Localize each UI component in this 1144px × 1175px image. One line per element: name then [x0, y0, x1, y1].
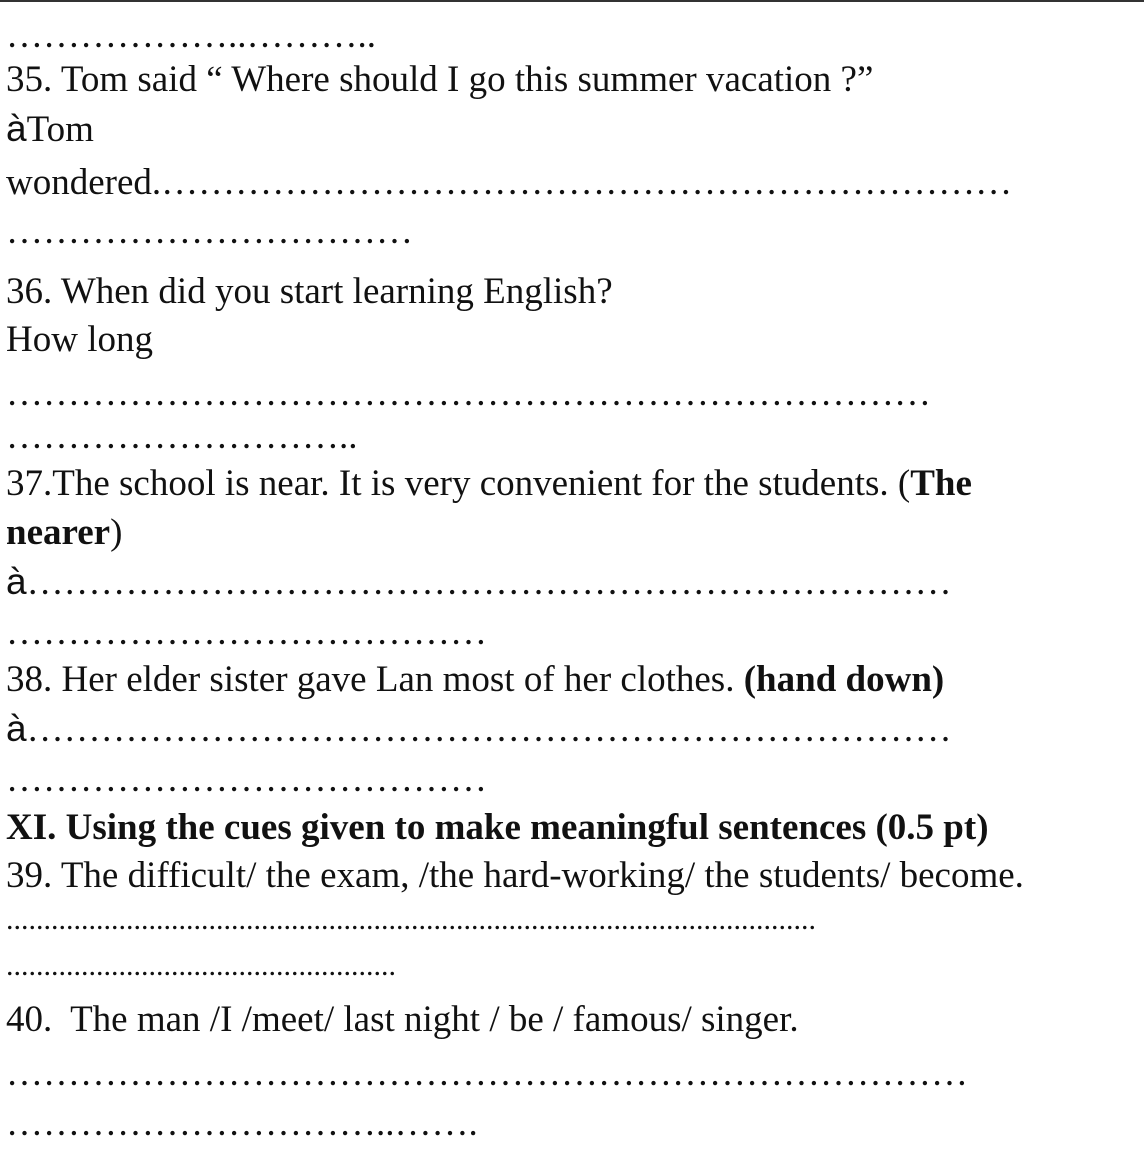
question-35-answer-prefix: wondered.	[6, 162, 162, 203]
question-35-answer-line-2: ……………………………	[6, 211, 413, 252]
top-rule	[0, 0, 1144, 2]
question-38-dots-1: …………………………………………………………………	[26, 709, 952, 750]
question-38-prompt	[6, 658, 944, 702]
question-39-prompt: 39. The difficult/ the exam, /the hard-working/ the students/ become.	[6, 855, 1024, 896]
question-40-answer-line-1: ……………………………………………………………………	[6, 1053, 968, 1094]
question-37-dots-1: …………………………………………………………………	[26, 562, 952, 603]
question-37-cue-close: )	[110, 512, 123, 553]
question-40-prompt: 40. The man /I /meet/ last night / be / famous/ singer.	[6, 999, 799, 1040]
question-35-prompt: 35. Tom said “ Where should I go this summer vacation ?”	[6, 59, 874, 100]
arrow-symbol: à	[6, 708, 27, 749]
question-35-dots-1: ……………………………………………………………	[161, 162, 1013, 203]
question-38-answer-line-1	[6, 707, 952, 752]
question-36-start: How long	[6, 319, 153, 360]
question-36-prompt: 36. When did you start learning English?	[6, 271, 613, 312]
question-38-cue: (hand down)	[743, 659, 945, 700]
section-heading-xi	[6, 806, 989, 850]
question-37-prompt	[6, 462, 972, 506]
question-36-answer-line-2: ………………………..	[6, 416, 358, 457]
question-39-answer-line-1: ............................................................................................................	[6, 903, 816, 936]
question-37-cue-2: nearer	[6, 512, 111, 553]
answer-line-top: ………………..………..	[6, 15, 376, 56]
arrow-symbol: à	[6, 108, 27, 149]
question-37-cue-1: The	[910, 463, 972, 504]
question-35-answer-line-1	[6, 161, 1012, 205]
question-37-text: 37.The school is near. It is very convenient for the students. (	[6, 463, 911, 504]
question-36-answer-line-1: …………………………………………………………………	[6, 373, 931, 414]
question-39-answer-line-2: ....................................................	[6, 949, 396, 982]
question-40-answer-line-2: …………………………..…….	[6, 1103, 478, 1144]
section-heading-xi-text: XI. Using the cues given to make meaningful sentences (0.5 pt)	[6, 807, 989, 848]
arrow-symbol: à	[6, 561, 27, 602]
question-35-start	[6, 107, 94, 152]
question-35-start-text: Tom	[26, 109, 94, 150]
question-38-text: 38. Her elder sister gave Lan most of her clothes.	[6, 659, 744, 700]
question-37-answer-line-1	[6, 560, 952, 605]
question-38-answer-line-2: …………………………………	[6, 759, 487, 800]
question-37-answer-line-2: …………………………………	[6, 612, 487, 653]
question-37-cue-line	[6, 511, 122, 555]
